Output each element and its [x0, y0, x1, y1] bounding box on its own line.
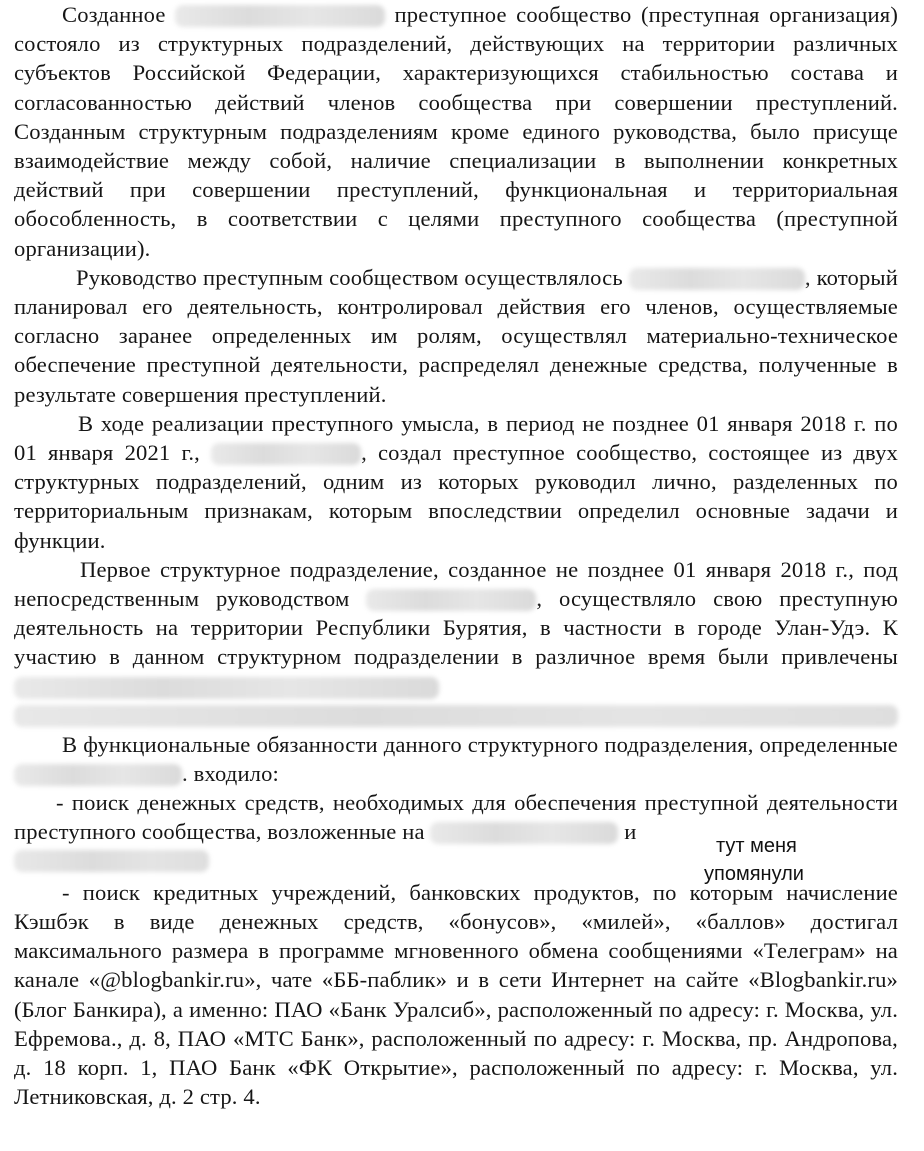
redacted-name — [14, 764, 182, 786]
paragraph-5-text: . входило: — [182, 761, 279, 787]
paragraph-6-start: - поиск денежных средств, необходимых для обеспечения преступной деятельности преступного сообщества, возложенные на — [14, 790, 898, 845]
redacted-participants — [14, 677, 439, 699]
paragraph-1 — [14, 0, 898, 263]
paragraph-6-end: и — [624, 819, 637, 845]
redacted-name — [366, 589, 536, 611]
paragraph-4 — [14, 555, 898, 701]
redacted-name — [175, 5, 385, 27]
redacted-name — [430, 822, 618, 844]
redacted-name-line — [14, 850, 209, 872]
paragraph-7: - поиск кредитных учреждений, банковских продуктов, по которым начисление Кэшбэк в виде денежных средств, «бонусов», «милей», «баллов» достигал максимального размера в программе мгновенного обмена сообщениями «Телеграм» на канале «@blogbankir.ru», чате «ББ-паблик» и в сети Интернет на сайте «Blogbankir.ru» (Блог Банкира), а именно: ПАО «Банк Уралсиб», расположенный по адресу: г. Москва, ул. Ефремова., д. 8, ПАО «МТС Банк», расположенный по адресу: г. Москва, пр. Андропова, д. 18 корп. 1, ПАО Банк «ФК Открытие», расположенный по адресу: г. Москва, ул. Летниковская, д. 2 стр. 4. — [14, 879, 898, 1110]
redacted-participants-line — [14, 705, 898, 727]
paragraph-4-text: , осуществляло свою преступную деятельность на территории Республики Бурятия, в частности в городе Улан-Удэ. К участию в данном структурном подразделении в различное время были привлечены — [14, 586, 899, 670]
paragraph-1-text: преступное сообщество (преступная организация) состояло из структурных подразделений, действующих на территории различных субъектов Российской Федерации, характеризующихся стабильностью состава и согласованностью действий членов сообщества при совершении преступлений. Созданным структурным подразделениям кроме единого руководства, было присуще взаимодействие между собой, наличие специализации в выполнении конкретных действий при совершении преступлений, функциональная и территориальная обособленность, в соответствии с целями преступного сообщества (преступной организации). — [14, 2, 898, 261]
paragraph-3-text: , создал преступное сообщество, состоящее из двух структурных подразделений, одним из которых руководил лично, разделенных по территориальным признакам, которым впоследствии определил основные задачи и функции. — [14, 440, 898, 553]
paragraph-4-start: Первое структурное подразделение, созданное не позднее 01 января 2018 г., под непосредственным руководством — [14, 556, 898, 612]
paragraph-5-start: В функциональные обязанности данного структурного подразделения, определенные — [62, 731, 898, 757]
overlay-note-line-2: упомянули — [704, 863, 804, 885]
paragraph-1-start: Созданное — [62, 2, 166, 27]
overlay-note-line-1: тут меня — [716, 835, 797, 857]
paragraph-3 — [14, 409, 898, 555]
paragraph-2-start: Руководство преступным сообществом осуществлялось — [76, 264, 623, 290]
document-page — [14, 0, 898, 1111]
redacted-name — [211, 443, 361, 465]
paragraph-5 — [14, 730, 898, 788]
paragraph-3-start: В ходе реализации преступного умысла, в период не позднее 01 января 2018 г. по 01 января 2021 г., — [14, 410, 898, 466]
redacted-name — [629, 268, 805, 290]
paragraph-2 — [14, 263, 898, 409]
paragraph-2-text: , который планировал его деятельность, контролировал действия его членов, осуществляемые согласно заранее определенных им ролям, осуществлял материально-техническое обеспечение преступной деятельности, распределял денежные средства, полученные в результате совершения преступлений. — [14, 264, 898, 407]
